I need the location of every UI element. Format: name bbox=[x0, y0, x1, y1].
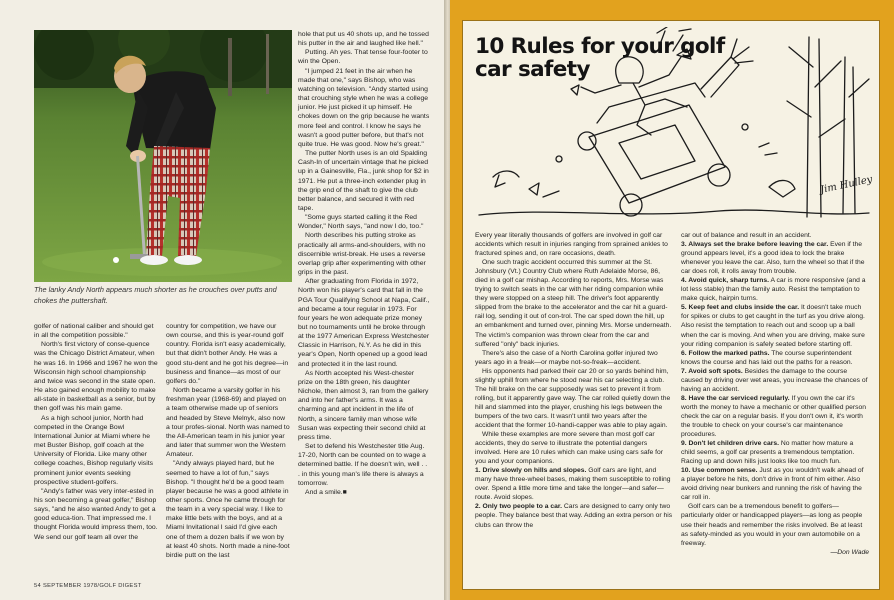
safety-column-1 bbox=[475, 231, 673, 530]
paragraph: North describes his putting stroke as practically all arms-and-shoulders, with no discernible wrist-break. He uses a reverse overlap grip after experimenting with other grips in the past. bbox=[298, 232, 426, 277]
article-column-1 bbox=[34, 322, 158, 542]
paragraph: North became a varsity golfer in his freshman year (1968-69) and played on a team otherwise made up of seniors and headed by Steve Melnyk, also now a tour profes-sional. North was named to the All-American team in his junior year and later that summer won the Western Amateur. bbox=[166, 387, 290, 459]
rule-body: Just as you wouldn't walk ahead of a player before he hits, don't drive in front of him either. Also avoid driving near bunkers and running the risk of having the car roll in. bbox=[681, 467, 864, 502]
rule-item bbox=[681, 349, 869, 367]
rule-body: Cars are designed to carry only two people. They balance best that way. Adding an extra person or his clubs can throw the bbox=[475, 503, 673, 529]
rule-body: It doesn't take much for spikes or clubs to get caught in the turf as you drive along. Also resist the temptation to reach out and scoop up a ball when the car is moving. And when you are driving, make sure your riding companion is safely seated before starting off. bbox=[681, 304, 865, 348]
paragraph: As a high school junior, North had competed in the Orange Bowl International Junior at Miami where he met Buster Bishop, golf coach at the University of Florida. Like many other college coaches, Bishop regularly visits prominent junior events seeking prospective student-golfers. bbox=[34, 414, 154, 486]
rule-body: Even if the ground appears level, it's a good idea to lock the brake whenever you leave the car. Also, turn the wheel so that if the car does roll, it rolls away from trouble. bbox=[681, 241, 865, 276]
safety-column-2 bbox=[681, 231, 869, 557]
page-folio: 54 SEPTEMBER 1978/GOLF DIGEST bbox=[34, 583, 142, 589]
rule-item bbox=[681, 303, 869, 348]
rule-heading: 8. Have the car serviced regularly. bbox=[681, 394, 790, 402]
article-title: 10 Rules for your golf car safety bbox=[475, 34, 725, 82]
rule-body: The course superintendent knows the course and has laid out the paths for a reason. bbox=[681, 349, 853, 366]
rule-heading: 9. Don't let children drive cars. bbox=[681, 440, 780, 448]
rule-heading: 6. Follow the marked paths. bbox=[681, 349, 770, 357]
rule-item bbox=[475, 466, 673, 502]
paragraph: "Andy always played hard, but he seemed to have a lot of fun," says Bishop. "I thought he'd be a good team player because he was a good athlete in other sports. Once he came through for the team in a very special way. I like to make little bets with the boys, and at a Miami Invitational I said I'd give each one of them a dozen balls if we won by at least 40 shots. North made a nine-foot birdie putt on the last bbox=[166, 460, 290, 559]
paragraph: golfer of national caliber and should get in all the competition possible." bbox=[34, 323, 154, 340]
rule-item bbox=[681, 367, 869, 394]
rule-item bbox=[681, 276, 869, 303]
rule-heading: 4. Avoid quick, sharp turns. bbox=[681, 277, 770, 285]
paragraph: "I jumped 21 feet in the air when he made that one," says Bishop, who was watching on television. "Andy started using that crouching style when he was a college junior. He just picked it up himself. He chokes down on the grip because he wants more feel and control. I know he says he wasn't a good putter before, but that's not quite true. He was good. Now he's great." bbox=[298, 67, 430, 148]
golfer-photo bbox=[34, 30, 292, 282]
rule-body: A car is more responsive (and a lot less stable) than the family auto. Resist the temptation to make quick, hairpin turns. bbox=[681, 277, 866, 303]
left-page bbox=[0, 0, 444, 600]
rule-item bbox=[681, 394, 869, 439]
paragraph: After graduating from Florida in 1972, North won his player's card that fall in the PGA Tour Qualifying School at Napa, Calif., and became a tour regular in 1973. For four years he won adequate prize money but no tournaments until he broke through at the 1977 American Express Westchester Classic in Harrison, N.Y. As he did in this year's Open, North opened up a good lead and protected it in the last round. bbox=[298, 278, 430, 368]
author-byline: —Don Wade bbox=[830, 548, 869, 556]
paragraph: There's also the case of a North Carolina golfer injured two years ago in a freak—or maybe not-so-freak—accident. bbox=[475, 349, 658, 366]
safety-article-panel bbox=[462, 20, 880, 590]
paragraph: car out of balance and result in an accident. bbox=[681, 232, 812, 239]
rule-body: If you own the car it's worth the money to have a mechanic or other qualified person check the car on a regular basis. If you don't own it, it's worth the trouble to check on your course's car maintenance procedures. bbox=[681, 394, 866, 439]
rule-body: Besides the damage to the course caused by driving over wet areas, you increase the chances of having an accident. bbox=[681, 367, 868, 393]
paragraph: country for competition, we have our own course, and this is year-round golf country. Florida isn't easy academically, but that didn't bother Andy. He was a good stu-dent and he got his degree—in business and finance—as most of our golfers do." bbox=[166, 323, 289, 385]
paragraph: One such tragic accident occurred this summer at the St. Johnsbury (Vt.) Country Club where Ruth Adelaide Morse, 86, died in a golf car mishap. According to reports, Mrs. Morse was trying to switch seats in the car with her riding companion while they were stopped on a steep hill. The driver's foot apparently slipped from the brake to the accelerator and the car hit a guard-rail log, sending it out of con-trol. The car sped down the hill, up an embankment and turned over, pinning Mrs. Morse underneath. The victim's companion was thrown clear from the car and suffered "only" back injuries. bbox=[475, 259, 672, 348]
paragraph: North's first victory of conse-quence was the Chicago District Amateur, when he was 16. In 1966 and 1967 he won the Wisconsin high school championship and twice was second in the state open. He also gained enough mobility to make all-state in basketball as a senior, but by then golf was his main game. bbox=[34, 341, 158, 413]
paragraph: And a smile.■ bbox=[305, 488, 347, 496]
rule-item bbox=[475, 502, 673, 529]
paragraph: "Andy's father was very inter-ested in his son becoming a great golfer," Bishop says, "and he also wanted Andy to get a good educa-tion. That impressed me. I thought Florida would impress them, too. We send our golf team all over the bbox=[34, 487, 158, 541]
paragraph: "Some guys started calling it the Red Wonder," North says, "and now I do, too." bbox=[298, 214, 424, 231]
rule-body: Golf cars are light, and many have three-wheel bases, making them susceptible to rolling over. Spend a little more time and take the longer—and safer—route. Avoid slopes. bbox=[475, 467, 671, 502]
rule-item bbox=[681, 240, 869, 276]
rule-heading: 3. Always set the brake before leaving the car. bbox=[681, 241, 829, 249]
rule-heading: 7. Avoid soft spots. bbox=[681, 367, 743, 375]
rule-heading: 1. Drive slowly on hills and slopes. bbox=[475, 467, 587, 475]
photo-caption: The lanky Andy North appears much shorter as he crouches over putts and chokes the puttershaft. bbox=[34, 285, 277, 305]
article-column-2 bbox=[166, 322, 290, 560]
rule-heading: 10. Use common sense. bbox=[681, 467, 758, 475]
rule-item bbox=[681, 439, 869, 466]
rule-body: No matter how mature a child seems, a golf car presents a tremendous temptation. Racing up and down hills just looks like too much fun. bbox=[681, 440, 855, 466]
paragraph: hole that put us 40 shots up, and he tossed his putter in the air and laughed like hell." bbox=[298, 31, 429, 48]
rule-heading: 5. Keep feet and clubs inside the car. bbox=[681, 304, 800, 312]
paragraph: Set to defend his Westchester title Aug. 17-20, North can be counted on to wage a determined battle. If he doesn't win, well . . . in this young man's life there is always a tomorrow. bbox=[298, 443, 428, 487]
paragraph: His opponents had parked their car 20 or so yards behind him, slightly uphill from where he stood near his car selecting a club. The hill brake on the car supposedly was set to prevent it from rolling, but it apparently gave way. The car rolled quietly down the hill and slammed into the player, crushing his legs between the bumpers of the two cars. It wasn't until two years after the accident that the former 10-handi-capper was able to play again. bbox=[475, 367, 671, 429]
paragraph: Golf cars can be a tremendous benefit to golfers—particularly older or handicapped players—as long as people use their heads and remember the risks involved. Be at least as safety-minded as you would in your own automobile on a freeway. bbox=[681, 503, 863, 547]
golfer-putting-illustration bbox=[34, 30, 292, 282]
rule-heading: 2. Only two people to a car. bbox=[475, 503, 563, 511]
rule-item bbox=[681, 466, 869, 502]
paragraph: As North accepted his West-chester prize on the 18th green, his daughter Nichole, then almost 3, ran from the gallery and into her father's arms. It was a charming and apt incident in the life of North, a sincere family man whose wife Susan was expecting their second child at press time. bbox=[298, 369, 429, 441]
artist-signature: Jim Hulley bbox=[819, 174, 874, 196]
paragraph: While these examples are more severe than most golf car accidents, they do serve to illustrate the potential dangers involved. Here are 10 rules which can make using cars safe for you and your companions. bbox=[475, 431, 663, 466]
article-column-3 bbox=[298, 30, 430, 497]
paragraph: The putter North uses is an old Spalding Cash-In of uncertain vintage that he picked up in a Gainesville, Fla., junk shop for $2 in 1971. He put a three-inch extender plug in the grip end of the shaft to give the club better balance, and secured it with red tape. bbox=[298, 150, 429, 212]
paragraph: Every year literally thousands of golfers are involved in golf car accidents which result in injuries ranging from sprained ankles to fractured spines and, on rare occasions, death. bbox=[475, 232, 668, 258]
paragraph: Putting. Ah yes. That tense four-footer to win the Open. bbox=[298, 49, 428, 66]
